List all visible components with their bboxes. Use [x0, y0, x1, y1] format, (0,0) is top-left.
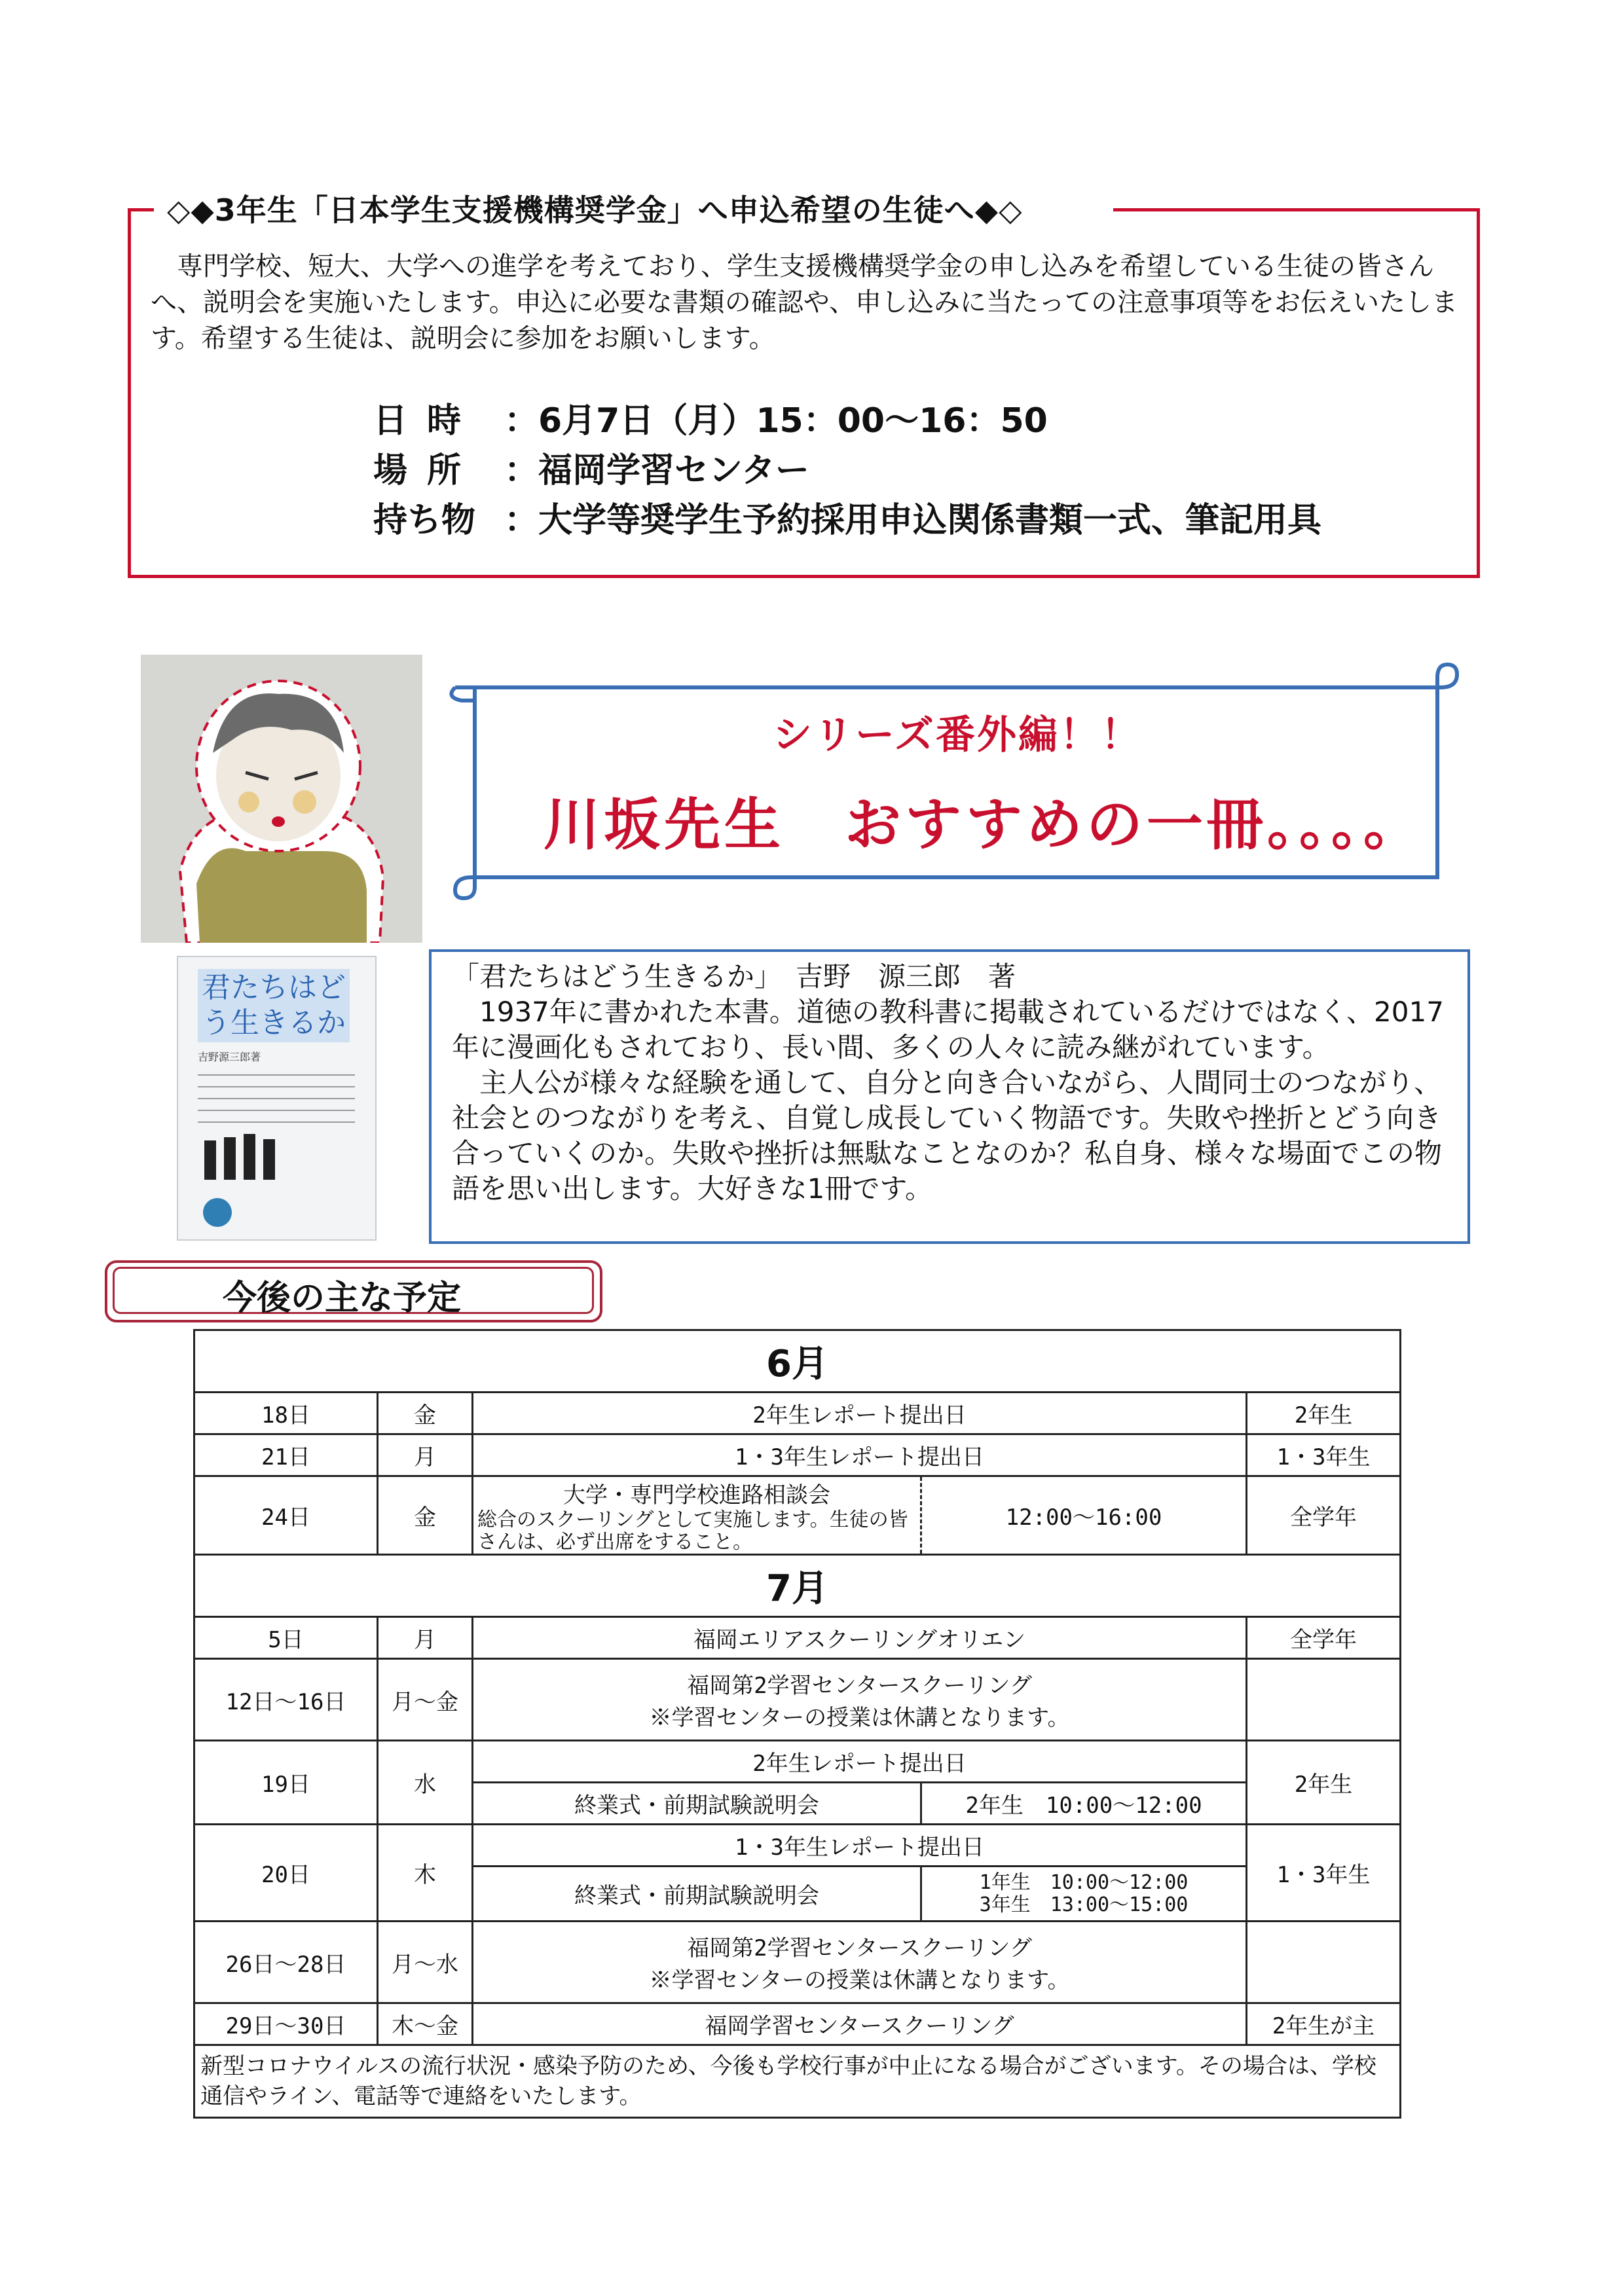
month-row-june — [194, 1330, 1401, 1393]
table-row — [194, 1476, 1401, 1555]
grade-cell: 全学年 — [1247, 1476, 1401, 1555]
book-cover — [177, 956, 377, 1241]
day-cell: 月 — [378, 1617, 473, 1659]
day-cell: 月～金 — [378, 1659, 473, 1741]
date-cell: 24日 — [194, 1476, 378, 1555]
day-cell: 水 — [378, 1741, 473, 1825]
grade-cell — [1247, 1659, 1401, 1741]
date-cell: 5日 — [194, 1617, 378, 1659]
date-cell: 20日 — [194, 1825, 378, 1922]
scholarship-items-row — [373, 492, 1321, 541]
date-cell: 12日～16日 — [194, 1659, 378, 1741]
grade-cell: 2年生 — [1247, 1393, 1401, 1434]
teacher-illustration — [141, 655, 422, 943]
event-cell — [473, 1922, 1247, 2003]
grade-cell: 2年生 — [1247, 1741, 1401, 1825]
recommend-title: 川坂先生 おすすめの一冊。。。。 — [544, 792, 1424, 858]
time-cell: 12:00～16:00 — [921, 1476, 1247, 1555]
table-row — [194, 2003, 1401, 2045]
event-cell: 2年生レポート提出日 — [473, 1393, 1247, 1434]
date-cell: 21日 — [194, 1434, 378, 1476]
note-row — [194, 2045, 1401, 2118]
day-cell: 木 — [378, 1825, 473, 1922]
table-row — [194, 1659, 1401, 1741]
grade-cell: 1・3年生 — [1247, 1434, 1401, 1476]
day-cell: 金 — [378, 1393, 473, 1434]
table-row — [194, 1825, 1401, 1867]
date-cell: 29日～30日 — [194, 2003, 378, 2045]
items-label: 持ち物 — [373, 501, 476, 540]
month-row-july — [194, 1555, 1401, 1617]
event-cell: 福岡エリアスクーリングオリエン — [473, 1617, 1247, 1659]
book-cover-title: 君たちはどう生きるか — [198, 969, 350, 1042]
sub-event-cell: 終業式・前期試験説明会 — [473, 1867, 921, 1922]
event-cell: 1・3年生レポート提出日 — [473, 1434, 1247, 1476]
scholarship-title: ◇◆3年生「日本学生支援機構奨学金」へ申込希望の生徒へ◆◇ — [167, 192, 1023, 228]
review-paragraph-1: 1937年に書かれた本書。道徳の教科書に掲載されているだけではなく、2017年に漫画化もされており、長い間、多くの人々に読み継がれています。 — [452, 996, 1444, 1063]
scholarship-place-row — [373, 443, 809, 492]
event-note: ※学習センターの授業は休講となります。 — [649, 1705, 1070, 1731]
event-cell: 福岡学習センタースクーリング — [473, 2003, 1247, 2045]
sub-event-cell: 終業式・前期試験説明会 — [473, 1783, 921, 1825]
date-cell: 19日 — [194, 1741, 378, 1825]
event-title: 大学・専門学校進路相談会 — [563, 1482, 830, 1508]
time-line-1: 1年生 10:00～12:00 — [979, 1870, 1189, 1894]
event-cell: 2年生レポート提出日 — [473, 1741, 1247, 1783]
scholarship-date-row — [373, 393, 1048, 442]
scholarship-body: 専門学校、短大、大学への進学を考えており、学生支援機構奨学金の申し込みを希望している生徒の皆さんへ、説明会を実施いたします。申込に必要な書類の確認や、申し込みに当たっての注意事項等をお伝えいたします。希望する生徒は、説明会に参加をお願いします。 — [151, 251, 1458, 354]
book-cover-art-icon — [191, 1068, 365, 1232]
place-value: ：福岡学習センター — [504, 451, 809, 490]
day-cell: 月 — [378, 1434, 473, 1476]
day-cell: 木～金 — [378, 2003, 473, 2045]
month-june: 6月 — [194, 1330, 1401, 1393]
table-row — [194, 1741, 1401, 1783]
grade-cell: 全学年 — [1247, 1617, 1401, 1659]
date-cell: 18日 — [194, 1393, 378, 1434]
grade-cell: 1・3年生 — [1247, 1825, 1401, 1922]
table-row — [194, 1393, 1401, 1434]
review-heading: 「君たちはどう生きるか」 吉野 源三郎 著 — [452, 960, 1016, 993]
place-label: 場所 — [373, 451, 481, 490]
book-cover-author: 吉野源三郎著 — [198, 1051, 261, 1063]
scholarship-box-top-right — [1113, 208, 1480, 211]
day-cell: 月～水 — [378, 1922, 473, 2003]
schedule-table — [193, 1329, 1401, 2119]
table-row — [194, 1617, 1401, 1659]
date-value: ：6月7日（月）15：00～16：50 — [504, 401, 1048, 441]
boy-drawing-icon — [141, 655, 422, 943]
series-label: シリーズ番外編！！ — [773, 712, 1142, 758]
schedule-title: 今後の主な予定 — [223, 1279, 462, 1318]
scholarship-box-top-left — [128, 208, 154, 211]
event-note: 総合のスクーリングとして実施します。生徒の皆さんは、必ず出席をすること。 — [477, 1508, 908, 1554]
event-title: 福岡第2学習センタースクーリング — [687, 1935, 1032, 1961]
event-cell: 1・3年生レポート提出日 — [473, 1825, 1247, 1867]
table-row — [194, 1434, 1401, 1476]
date-label: 日時 — [373, 401, 481, 441]
items-value: ：大学等奨学生予約採用申込関係書類一式、筆記用具 — [504, 501, 1322, 540]
date-cell: 26日～28日 — [194, 1922, 378, 2003]
review-paragraph-2: 主人公が様々な経験を通して、自分と向き合いながら、人間同士のつながり、社会とのつながりを考え、自覚し成長していく物語です。失敗や挫折とどう向き合っていくのか。失敗や挫折は無駄なことなのか？私自身、様々な場面でこの物語を思い出します。大好きな1冊です。 — [452, 1066, 1443, 1205]
day-cell: 金 — [378, 1476, 473, 1555]
time-line-2: 3年生 13:00～15:00 — [979, 1893, 1189, 1916]
grade-cell: 2年生が主 — [1247, 2003, 1401, 2045]
grade-cell — [1247, 1922, 1401, 2003]
event-cell — [473, 1659, 1247, 1741]
review-text — [452, 959, 1460, 1207]
event-title: 福岡第2学習センタースクーリング — [687, 1673, 1032, 1699]
time-cell: 2年生 10:00～12:00 — [921, 1783, 1247, 1825]
event-cell — [473, 1476, 921, 1555]
schedule-note: 新型コロナウイルスの流行状況・感染予防のため、今後も学校行事が中止になる場合がございます。その場合は、学校通信やライン、電話等で連絡をいたします。 — [194, 2045, 1401, 2118]
table-row — [194, 1922, 1401, 2003]
time-cell — [921, 1867, 1247, 1922]
month-july: 7月 — [194, 1555, 1401, 1617]
event-note: ※学習センターの授業は休講となります。 — [649, 1967, 1070, 1994]
